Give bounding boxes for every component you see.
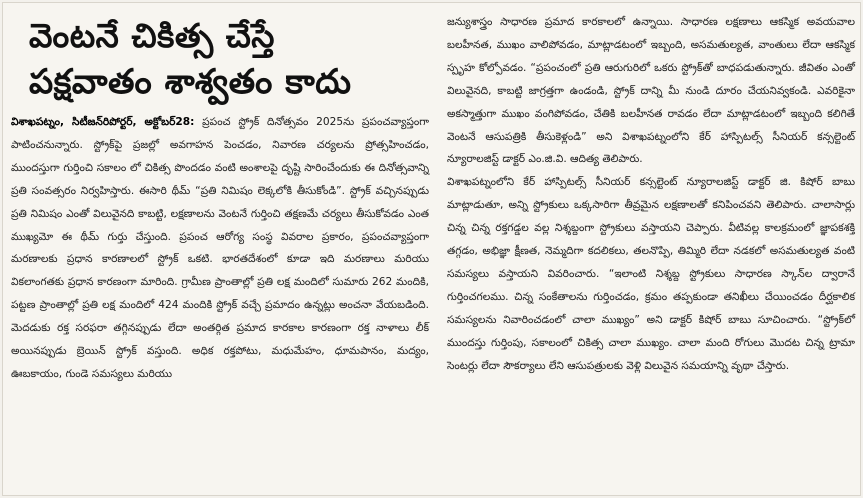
article-paragraph-2: విశాఖపట్నంలోని కేర్ హాస్పిటల్స్ సీనియర్ కన్సల్టెంట్ న్యూరాలజిస్ట్ డాక్టర్ జి. కిషోర్ బాబు మాట్లాడుతూ, అన్ని స్ట్రోకులు ఒక్కసారిగా తీవ్రమైన లక్షణాలతో కనిపించవని తెలిపారు. చాలాసార్లు చిన్న చిన్న రక్తగడ్డల వల్ల నిశ్శబ్దంగా స్ట్రోకులు వస్తాయని చెప్పారు. వీటివల్ల కాలక్రమంలో జ్ఞాపకశక్తి తగ్గడం, అభిజ్ఞా క్షీణత, నెమ్మదిగా కదలికలు, తలనొప్పి, తిమ్మిరి లేదా నడకలో అసమతుల్యత వంటి సమస్యలు వస్తాయని వివరించారు. “ఇలాంటి నిశ్శబ్ద స్ట్రోకులు సాధారణ స్కాన్‌ల ద్వారానే గుర్తించగలము. చిన్న సంకేతాలను గుర్తించడం, క్రమం తప్పకుండా తనిఖీలు చేయించడం దీర్ఘకాలిక సమస్యలను నివారించడంలో చాలా ముఖ్యం” అని డాక్టర్ కిషోర్ బాబు సూచించారు. “స్ట్రోక్‌లో ముందస్తు గుర్తింపు, సకాలంలో చికిత్స చాలా ముఖ్యం. చాలా మంది రోగులు మొదట చిన్న ట్రామా సెంటర్లు లేదా సౌకర్యాలు లేని ఆసుపత్రులకు వెళ్లి విలువైన సమయాన్ని వృథా చేస్తారు. bbox=[447, 176, 855, 372]
right-column bbox=[447, 11, 855, 378]
article-paragraph-1: జన్యుశాస్త్రం సాధారణ ప్రమాద కారకాలలో ఉన్నాయి. సాధారణ లక్షణాలు ఆకస్మిక అవయవాల బలహీనత, ముఖం వాలిపోవడం, మాట్లాడటంలో ఇబ్బంది, అసమతుల్యత, వాంతులు లేదా ఆకస్మిక స్పృహ కోల్పోవడం. “ప్రపంచంలో ప్రతి ఆరుగురిలో ఒకరు స్ట్రోక్‌తో బాధపడుతున్నారు. జీవితం ఎంతో విలువైనది, కాబట్టి జాగ్రత్తగా ఉండండి, స్ట్రోక్ దాన్ని మీ నుండి దూరం చేయనివ్వకండి. ఎవరికైనా అకస్మాత్తుగా ముఖం వంగిపోవడం, చేతికి బలహీనత రావడం లేదా మాట్లాడటంలో ఇబ్బంది కలిగితే వెంటనే ఆసుపత్రికి తీసుకెళ్లండి” అని విశాఖపట్నంలోని కేర్ హాస్పిటల్స్ సీనియర్ కన్సల్టెంట్ న్యూరాలజిస్ట్ డాక్టర్ ఎం.జి.వి. ఆదిత్య తెలిపారు. bbox=[447, 16, 855, 166]
article-intro bbox=[11, 111, 429, 386]
headline bbox=[11, 13, 429, 105]
left-column bbox=[11, 9, 429, 386]
headline-line-2: పక్షవాతం శాశ్వతం కాదు bbox=[29, 62, 352, 102]
dateline: విశాఖపట్నం, సిటీజన్‌రిపోర్టర్, అక్టోబర్28: bbox=[11, 116, 195, 128]
headline-line-1: వెంటనే చికిత్స చేస్తే bbox=[29, 16, 275, 55]
article-left-body: ప్రపంచ స్ట్రోక్ దినోత్సవం 2025ను ప్రపంచవ్యాప్తంగా పాటించనున్నారు. స్ట్రోక్‌పై ప్రజల్లో అవగాహన పెంచడం, నివారణ చర్యలను ప్రోత్సహించడం, ముందస్తుగా గుర్తించి సకాలం లో చికిత్స పొందడం వంటి అంశాలపై దృష్టి సారించేందుకు ఈ దినోత్సవాన్ని ప్రతి సంవత్సరం నిర్వహిస్తారు. ఈసారి థీమ్ “ప్రతి నిమిషం లెక్కలోకి తీసుకోండి”. స్ట్రోక్ వచ్చినప్పుడు ప్రతి నిమిషం ఎంతో విలువైనది కాబట్టి, లక్షణాలను వెంటనే గుర్తించి తక్షణమే చర్యలు తీసుకోవడం ఎంత ముఖ్యమో ఈ థీమ్ గుర్తు చేస్తుంది. ప్రపంచ ఆరోగ్య సంస్థ వివరాల ప్రకారం, ప్రపంచవ్యాప్తంగా మరణాలకు ప్రధాన కారణాలలో స్ట్రోక్ ఒకటి. భారతదేశంలో కూడా ఇది మరణాలు మరియు వికలాంగతకు ప్రధాన కారణంగా మారింది. గ్రామీణ ప్రాంతాల్లో ప్రతి లక్ష మందిలో సుమారు 262 మందికి, పట్టణ ప్రాంతాల్లో ప్రతి లక్ష మందిలో 424 మందికి స్ట్రోక్ వచ్చే ప్రమాదం ఉన్నట్లు అంచనా వేయబడింది. మెదడుకు రక్త సరఫరా తగ్గినప్పుడు లేదా అంతర్గిత ప్రమాద కారకాల కారణంగా రక్త నాళాలు లీక్ అయినప్పుడు బ్రెయిన్ స్ట్రోక్ వస్తుంది. అధిక రక్తపోటు, మధుమేహం, ధూమపానం, మద్యం, ఊబకాయం, గుండె సమస్యలు మరియు bbox=[11, 116, 429, 380]
newspaper-clipping bbox=[2, 2, 861, 496]
